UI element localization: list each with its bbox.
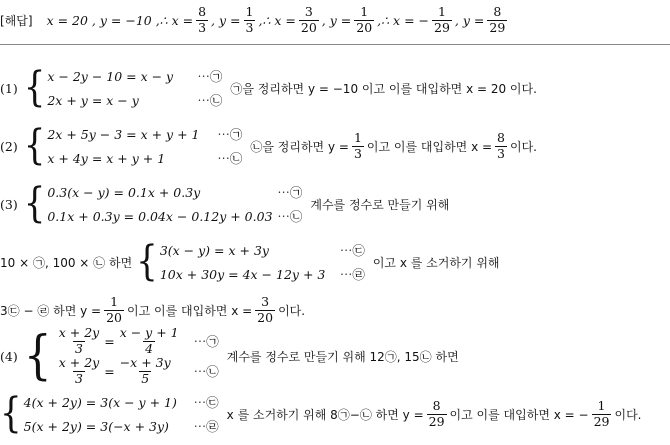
equation-4: 5(x + 2y) = 3(−x + 3y) — [23, 418, 169, 434]
problem-label: (3) — [0, 196, 18, 212]
fraction: $\frac{1}{20}$ — [106, 294, 123, 325]
fraction: $\frac{8}{3}$ — [198, 4, 207, 35]
fraction: $\frac{1}{29}$ — [434, 4, 450, 35]
equation-tag: ⋯㉣ — [339, 267, 365, 282]
equation-1: 2x + 5y − 3 = x + y + 1 — [47, 126, 200, 142]
problem-2 — [0, 122, 537, 170]
explanation: 계수를 정수로 만들기 위해 — [310, 197, 450, 212]
equation-tag: ⋯㉢ — [193, 395, 219, 410]
problem-3 — [0, 180, 449, 228]
fraction: $\frac{8}{29}$ — [428, 398, 445, 429]
equation-2: x + 4y = x + y + 1 — [47, 150, 166, 166]
equation-1: x − 2y − 10 = x − y — [47, 68, 174, 84]
equation-tag: ⋯㉣ — [193, 419, 219, 434]
equation-3: 4(x + 2y) = 3(x − y + 1) — [23, 394, 177, 410]
problem-label: (1) — [0, 80, 18, 96]
left-brace: { — [23, 324, 52, 386]
equation-system — [0, 390, 219, 438]
fraction: $\frac{3}{20}$ — [257, 294, 274, 325]
equation-4: 10x + 30y = 4x − 12y + 3 — [159, 266, 326, 282]
fraction: $\frac{1}{29}$ — [593, 398, 610, 429]
fraction: $\frac{1}{20}$ — [356, 4, 373, 35]
equation-system — [136, 238, 365, 286]
equation-system — [24, 122, 243, 170]
explanation: 이다. — [510, 139, 537, 154]
left-brace: { — [23, 122, 46, 170]
equation-2: $\frac{x + 2y}{3}$ = $\frac{-x + 3y}{5}$ — [58, 355, 171, 386]
step-lead: 10 × ㉠, 100 × ㉡ 하면 — [0, 255, 133, 270]
result-text: 이고 이를 대입하면 x = — [127, 303, 253, 318]
fraction: $\frac{8}{3}$ — [497, 130, 505, 161]
fraction: $\frac{8}{29}$ — [489, 4, 506, 35]
result-text: 이다. — [614, 407, 642, 422]
equation-2: 2x + y = x − y — [47, 92, 139, 108]
explanation: 계수를 정수로 만들기 위해 12㉠, 15㉡ 하면 — [226, 349, 459, 364]
fraction: $\frac{1}{3}$ — [353, 130, 362, 161]
left-brace: { — [23, 180, 46, 228]
equation-tag: ⋯㉠ — [193, 334, 219, 349]
answer-tag: [해답] — [0, 13, 33, 28]
left-brace: { — [23, 64, 46, 112]
divider — [0, 44, 670, 45]
equation-tag: ⋯㉠ — [217, 127, 243, 142]
left-brace: { — [0, 390, 22, 438]
equation-system — [24, 64, 223, 112]
problem-label: (4) — [0, 348, 18, 364]
answer-line: [해답] x = 20 , y = −10 ,∴ x = $\frac{8}{3}$ , y = $\frac{1}{3}$ ,∴ x = $\frac{3}{20}$ , y = $\frac{1}{20}$ ,∴ x = − $\frac{1}{29}$ , y = $\frac{8}{29}$ — [0, 4, 506, 35]
equation-3: 3(x − y) = x + 3y — [159, 242, 269, 258]
fraction: $\frac{3}{20}$ — [300, 4, 317, 35]
equation-tag: ⋯㉡ — [217, 151, 243, 166]
equation-tag: ⋯㉡ — [197, 93, 223, 108]
problem-3-step — [0, 238, 500, 286]
left-brace: { — [136, 238, 158, 286]
equation-system — [24, 180, 303, 228]
equation-2: 0.1x + 0.3y = 0.04x − 0.12y + 0.03 — [47, 208, 273, 224]
result-text: 3㉢ − ㉣ 하면 y = — [0, 303, 102, 318]
equation-tag: ⋯㉡ — [277, 209, 303, 224]
problem-4 — [0, 326, 459, 386]
problem-3-result — [0, 296, 305, 324]
result-text: 이고 이를 대입하면 x = − — [449, 407, 589, 422]
explanation: 이고 x 를 소거하기 위해 — [372, 255, 500, 270]
explanation: 이고 이를 대입하면 x = — [366, 139, 493, 154]
equation-tag: ⋯㉠ — [277, 185, 303, 200]
explanation: ㉠을 정리하면 y = −10 이고 이를 대입하면 x = 20 이다. — [230, 81, 537, 96]
equation-1: $\frac{x + 2y}{3}$ = $\frac{x - y + 1}{4}$ — [58, 325, 179, 356]
equation-tag: ⋯㉢ — [339, 243, 365, 258]
explanation: ㉡을 정리하면 y = — [250, 139, 349, 154]
equation-tag: ⋯㉠ — [197, 69, 223, 84]
problem-4-step — [0, 390, 641, 438]
equation-tag: ⋯㉡ — [193, 364, 219, 379]
result-text: 이다. — [278, 303, 306, 318]
problem-1 — [0, 64, 537, 112]
equation-1: 0.3(x − y) = 0.1x + 0.3y — [47, 184, 201, 200]
problem-label: (2) — [0, 138, 18, 154]
equation-system — [24, 326, 219, 386]
fraction: $\frac{1}{3}$ — [245, 4, 254, 35]
result-text: x 를 소거하기 위해 8㉠−㉡ 하면 y = — [226, 407, 424, 422]
